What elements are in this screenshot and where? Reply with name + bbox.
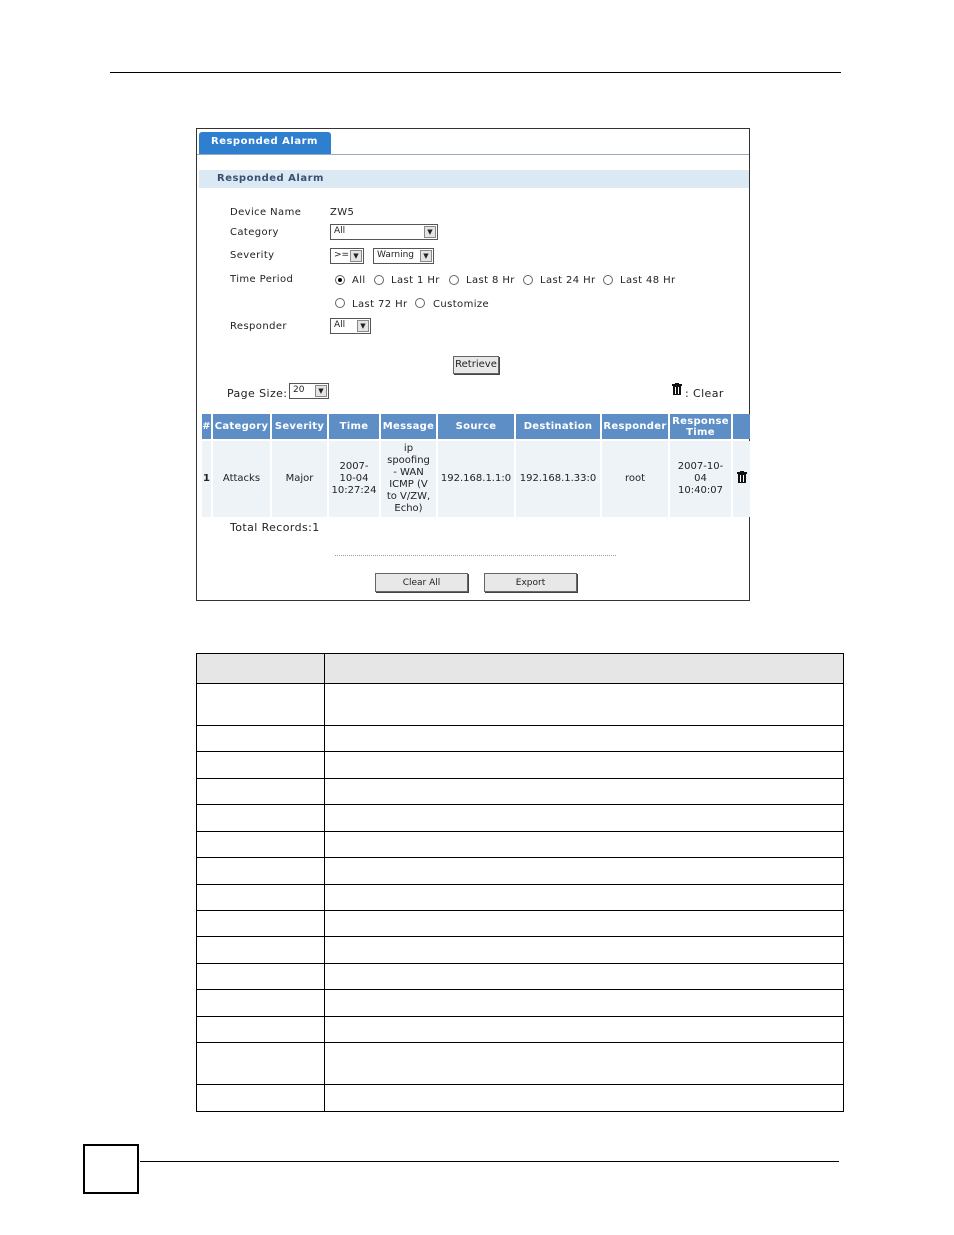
- time-period-label: Time Period: [230, 274, 294, 285]
- table-cell-category: Attacks: [213, 441, 272, 517]
- time-radio-customize[interactable]: [415, 298, 425, 308]
- table-row: [197, 778, 844, 804]
- table-row: [197, 1043, 844, 1085]
- severity-label: Severity: [230, 250, 275, 261]
- table-row: [197, 831, 844, 857]
- page-size-label: Page Size:: [227, 387, 288, 400]
- severity-level-select[interactable]: [373, 248, 434, 264]
- category-select[interactable]: [330, 224, 438, 240]
- table-row: [197, 1085, 844, 1112]
- table-row: [197, 937, 844, 963]
- table-row: [197, 858, 844, 884]
- table-cell-message: ip spoofing - WAN ICMP (V to V/ZW, Echo): [381, 441, 438, 517]
- row-delete-cell: [733, 441, 750, 517]
- time-option-all: All: [352, 275, 366, 286]
- table-cell-responder: root: [602, 441, 670, 517]
- col-header-action: [733, 414, 750, 439]
- col-header-category[interactable]: Category: [213, 414, 272, 439]
- table-cell-destination: 192.168.1.33:0: [516, 441, 602, 517]
- tab-bar: [197, 129, 749, 155]
- severity-operator-value: >=: [334, 250, 350, 260]
- responder-select[interactable]: [330, 318, 371, 334]
- table-row: [197, 884, 844, 910]
- responded-alarm-window: [196, 128, 750, 601]
- table-row: [197, 725, 844, 751]
- category-select-value: All: [334, 226, 346, 236]
- col-header-source[interactable]: Source: [438, 414, 516, 439]
- description-table: [196, 653, 844, 1112]
- time-option-last-8-hr: Last 8 Hr: [466, 275, 515, 286]
- total-records: Total Records:1: [230, 521, 320, 534]
- time-option-last-1-hr: Last 1 Hr: [391, 275, 440, 286]
- chevron-down-icon: ▼: [424, 226, 436, 238]
- category-label: Category: [230, 227, 279, 238]
- table-cell-severity: Major: [272, 441, 329, 517]
- clear-label: : Clear: [685, 387, 724, 400]
- chevron-down-icon: ▼: [420, 250, 432, 262]
- page-size-select[interactable]: [289, 383, 329, 399]
- time-radio-last-1-hr[interactable]: [374, 275, 384, 285]
- trash-icon[interactable]: [737, 471, 747, 487]
- col-header-response-time[interactable]: Response Time: [670, 414, 733, 439]
- retrieve-button[interactable]: Retrieve: [453, 356, 499, 374]
- divider: [335, 555, 616, 556]
- col-header-severity[interactable]: Severity: [272, 414, 329, 439]
- col-header-num: #: [202, 414, 213, 439]
- time-radio-last-48-hr[interactable]: [603, 275, 613, 285]
- table-cell-source: 192.168.1.1:0: [438, 441, 516, 517]
- table-cell-time: 2007-10-04 10:27:24: [329, 441, 381, 517]
- trash-icon[interactable]: [672, 383, 682, 398]
- device-name-value: ZW5: [330, 207, 355, 218]
- export-button[interactable]: Export: [484, 573, 577, 592]
- chevron-down-icon: ▼: [350, 250, 362, 262]
- bottom-rule: [140, 1161, 839, 1162]
- time-option-customize: Customize: [433, 299, 490, 310]
- device-name-label: Device Name: [230, 207, 302, 218]
- time-radio-last-24-hr[interactable]: [523, 275, 533, 285]
- chevron-down-icon: ▼: [357, 320, 369, 332]
- severity-level-value: Warning: [377, 250, 415, 260]
- table-row: [197, 990, 844, 1016]
- responder-select-value: All: [334, 320, 346, 330]
- time-option-last-24-hr: Last 24 Hr: [540, 275, 596, 286]
- table-row: [197, 805, 844, 831]
- responder-label: Responder: [230, 321, 287, 332]
- time-option-last-72-hr: Last 72 Hr: [352, 299, 408, 310]
- table-row: [197, 654, 844, 684]
- table-cell-response-time: 2007-10-04 10:40:07: [670, 441, 733, 517]
- table-row: [197, 963, 844, 989]
- time-option-last-48-hr: Last 48 Hr: [620, 275, 676, 286]
- chevron-down-icon: ▼: [315, 385, 327, 397]
- col-header-time[interactable]: Time: [329, 414, 381, 439]
- tab-responded-alarm[interactable]: Responded Alarm: [199, 132, 331, 154]
- page-number-box: [83, 1144, 139, 1194]
- section-title: Responded Alarm: [199, 170, 749, 188]
- time-radio-all[interactable]: [335, 275, 345, 285]
- time-radio-last-72-hr[interactable]: [335, 298, 345, 308]
- col-header-responder[interactable]: Responder: [602, 414, 670, 439]
- table-row: [197, 1016, 844, 1042]
- clear-all-button[interactable]: Clear All: [375, 573, 468, 592]
- table-row: [197, 910, 844, 936]
- table-row: [197, 752, 844, 778]
- page-size-value: 20: [293, 385, 305, 395]
- table-row: [197, 683, 844, 725]
- severity-operator-select[interactable]: [330, 248, 364, 264]
- top-rule: [110, 72, 841, 73]
- col-header-message[interactable]: Message: [381, 414, 438, 439]
- time-radio-last-8-hr[interactable]: [449, 275, 459, 285]
- table-cell-num: 1: [202, 441, 213, 517]
- col-header-destination[interactable]: Destination: [516, 414, 602, 439]
